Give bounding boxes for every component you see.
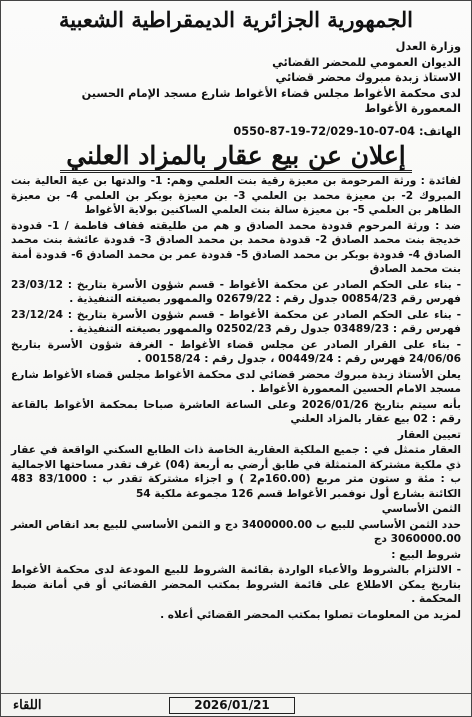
- property-heading: تعيين العقار: [397, 428, 461, 441]
- issuer-block: [11, 39, 461, 117]
- notice-title-text: إعلان عن بيع عقار بالمزاد العلني: [60, 141, 411, 173]
- appeal-decision-paragraph: - بناء على القرار الصادر عن مجلس قضاء الأغواط - الغرفة شؤون الأسرة بتاريخ 24/06/06 فهرس رقم : 00449/24 ، جدول رقم : 00158/24 .: [11, 338, 461, 365]
- phone-row: [233, 125, 461, 138]
- announcement-paragraph: يعلن الأستاذ زبدة مبروك محضر قضائي لدى محكمة الأغواط مجلس قضاء الأغواط شارع مسجد الامام الحسين المعمورة الأغواط .: [11, 368, 461, 395]
- city-line: المعمورة الأغواط: [364, 102, 461, 116]
- ministry-line: وزارة العدل: [395, 40, 461, 53]
- beneficiaries-paragraph: لفائدة : ورثة المرحومة بن معيزة رقية بنت العلمي وهم: 1- والدتها بن عية العالية بنت المبروك 2- بن معيزة محمد بن العلمي 3- بن معيزة بوبكر بن العلمي 4- بن معيزة الطاهر بن العلمي 5- بن معيزة سالة بنت العلمي الساكنين بولاية الأغواط: [11, 175, 462, 216]
- newspaper-name: اللقاء: [13, 698, 42, 713]
- court-line: لدى محكمة الأغواط مجلس قضاء الأغواط شارع مسجد الإمام الحسين: [81, 86, 461, 100]
- bailiff-line: الاستاذ زبدة مبروك محضر قضائي: [275, 71, 461, 85]
- judgment-2-paragraph: - بناء على الحكم الصادر عن محكمة الأغواط - قسم شؤون الأسرة بتاريخ : 23/12/24 فهرس رقم : 03489/23 جدول رقم 02502/23 والممهور بصيغته التنفيذية .: [11, 308, 461, 335]
- republic-heading: الجمهورية الجزائرية الديمقراطية الشعبية: [58, 7, 413, 32]
- conditions-paragraph: - الالتزام بالشروط والأعباء الواردة بقائمة الشروط للبيع المودعة لدى محكمة الأغواط بتاريخ يمكن الاطلاع على قائمة الشروط بمكتب المحضر القضائي أو في أمانة ضبط المحكمة .: [11, 564, 461, 605]
- publication-date: 2026/01/21: [169, 697, 295, 714]
- price-paragraph: حدد الثمن الأساسي للبيع ب 3400000.00 دج و الثمن الأساسي للبيع بعد انقاص العشر 3060000.00 دج: [11, 518, 462, 545]
- phone-number: 0550-87-19-72/029-10-07-04: [233, 125, 416, 138]
- judgment-1-paragraph: - بناء على الحكم الصادر عن محكمة الأغواط - قسم شؤون الأسرة بتاريخ : 23/03/12 فهرس رقم 00854/23 جدول رقم : 02679/22 والممهور بصيغته التنفيذية .: [11, 278, 461, 305]
- defendants-paragraph: ضد : ورثة المرحوم قدودة محمد الصادق و هم من طليقته قفاف فاطمة / 1- قدودة خديجة بنت محمد الصادق 2- قدودة محمد بن محمد الصادق 3- قدودة عائشة بنت محمد الصادق 4- قدودة بوبكر بن محمد الصادق 5- قدودة عمر بن محمد الصادق 6- قدودة أمنة بنت محمد الصادق: [11, 219, 461, 275]
- notice-title: [1, 141, 471, 170]
- notice-body: [11, 174, 461, 623]
- property-description: العقار متمثل في : جميع الملكية العقارية الخاصة ذات الطابع السكني الواقعة في عقار ذي ملكية مشتركة المتمثلة في طابق أرضي به أربعة (04) غرف تقدر مساحتها الاجمالية ب : مئة و ستون متر مربع (160.00م2 ) و اجزاء مشتركة تقدر ب : 83/1000 483 الكائنة بشارع أول نوفمبر الأغواط قسم 126 مجموعة ملكية 54: [11, 444, 461, 500]
- office-line: الديوان العمومي للمحضر القضائي: [272, 55, 461, 69]
- conditions-heading: شروط البيع :: [391, 548, 461, 561]
- sale-date-paragraph: بأنه سيتم بتاريخ 2026/01/26 وعلى الساعة العاشرة صباحا بمحكمة الأغواط بالقاعة رقم : 02 بيع عقار بالمزاد العلني: [11, 398, 461, 425]
- contact-paragraph: لمزيد من المعلومات تصلوا بمكتب المحضر القضائي أعلاه .: [160, 608, 461, 621]
- phone-label: الهاتف:: [418, 125, 461, 138]
- price-heading: الثمن الأساسي: [381, 503, 461, 515]
